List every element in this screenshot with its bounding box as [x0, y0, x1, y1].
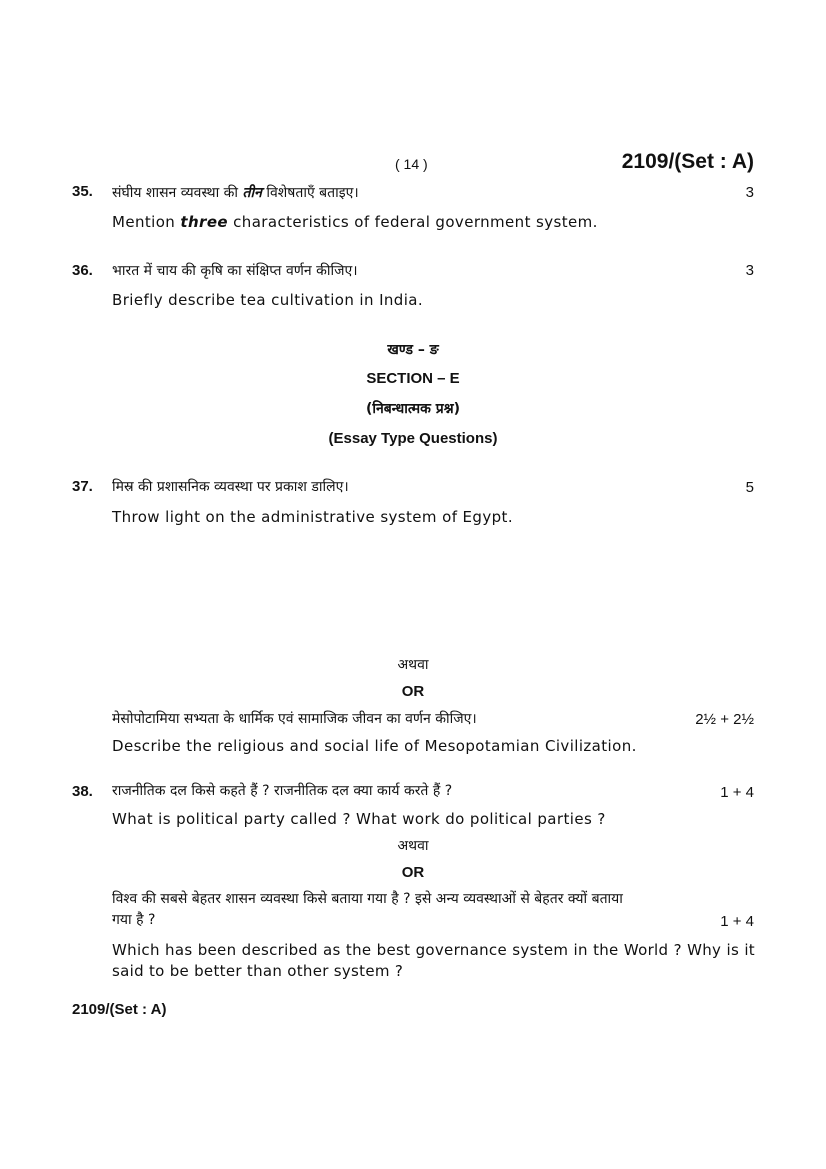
section-subtitle-english: (Essay Type Questions) [328, 430, 498, 447]
question-35-marks: 3 [745, 184, 754, 201]
question-38-number: 38. [72, 783, 93, 800]
question-36-hindi: भारत में चाय की कृषि का संक्षिप्त वर्णन कीजिए। [112, 263, 358, 279]
question-37-alt-hindi: मेसोपोटामिया सभ्यता के धार्मिक एवं सामाजिक जीवन का वर्णन कीजिए। [112, 711, 477, 727]
question-35-number: 35. [72, 183, 93, 200]
question-37-number: 37. [72, 478, 93, 495]
question-38-marks: 1 + 4 [720, 784, 754, 801]
page-number: ( 14 ) [395, 156, 428, 172]
question-38-hindi: राजनीतिक दल किसे कहते हैं ? राजनीतिक दल क्या कार्य करते हैं ? [112, 783, 453, 799]
or-english-38: OR [401, 864, 425, 881]
or-hindi-37: अथवा [397, 657, 429, 673]
question-38-english: What is political party called ? What work do political parties ? [112, 810, 606, 828]
paper-code-footer: 2109/(Set : A) [72, 1001, 167, 1018]
question-37-alt-marks: 2½ + 2½ [695, 711, 754, 728]
question-38-alt-marks: 1 + 4 [720, 913, 754, 930]
question-35-hindi-post: विशेषताएँ बताइए। [266, 185, 359, 201]
question-35-english-pre: Mention [112, 213, 176, 231]
question-38-alt-hindi-line2: गया है ? [112, 912, 156, 928]
question-38-alt-hindi-line1: विश्व की सबसे बेहतर शासन व्यवस्था किसे बताया गया है ? इसे अन्य व्यवस्थाओं से बेहतर क्यों बताया [112, 891, 623, 907]
question-35-hindi-pre: संघीय शासन व्यवस्था की [112, 185, 239, 201]
question-35-english [112, 213, 598, 231]
question-36-english: Briefly describe tea cultivation in India. [112, 291, 424, 309]
paper-code-header: 2109/(Set : A) [621, 150, 754, 173]
or-hindi-38: अथवा [397, 838, 429, 854]
question-35-hindi-emph: तीन [242, 185, 262, 201]
question-37-alt-english: Describe the religious and social life of Mesopotamian Civilization. [112, 737, 637, 755]
question-36-marks: 3 [745, 262, 754, 279]
question-37-english: Throw light on the administrative system of Egypt. [112, 508, 513, 526]
section-title-english: SECTION – E [366, 370, 460, 387]
question-36-number: 36. [72, 262, 93, 279]
question-35-hindi [112, 183, 359, 202]
question-35-english-post: characteristics of federal government system. [233, 213, 598, 231]
question-38-alt-english: Which has been described as the best governance system in the World ? Why is it said to be better than other system ? [112, 941, 755, 980]
question-37-marks: 5 [745, 479, 754, 496]
or-english-37: OR [401, 683, 425, 700]
section-title-hindi: खण्ड – ङ [387, 342, 439, 358]
section-subtitle-hindi: (निबन्धात्मक प्रश्न) [365, 401, 461, 417]
question-35-english-emph: three [180, 213, 228, 231]
question-37-hindi: मिस्र की प्रशासनिक व्यवस्था पर प्रकाश डालिए। [112, 479, 349, 495]
